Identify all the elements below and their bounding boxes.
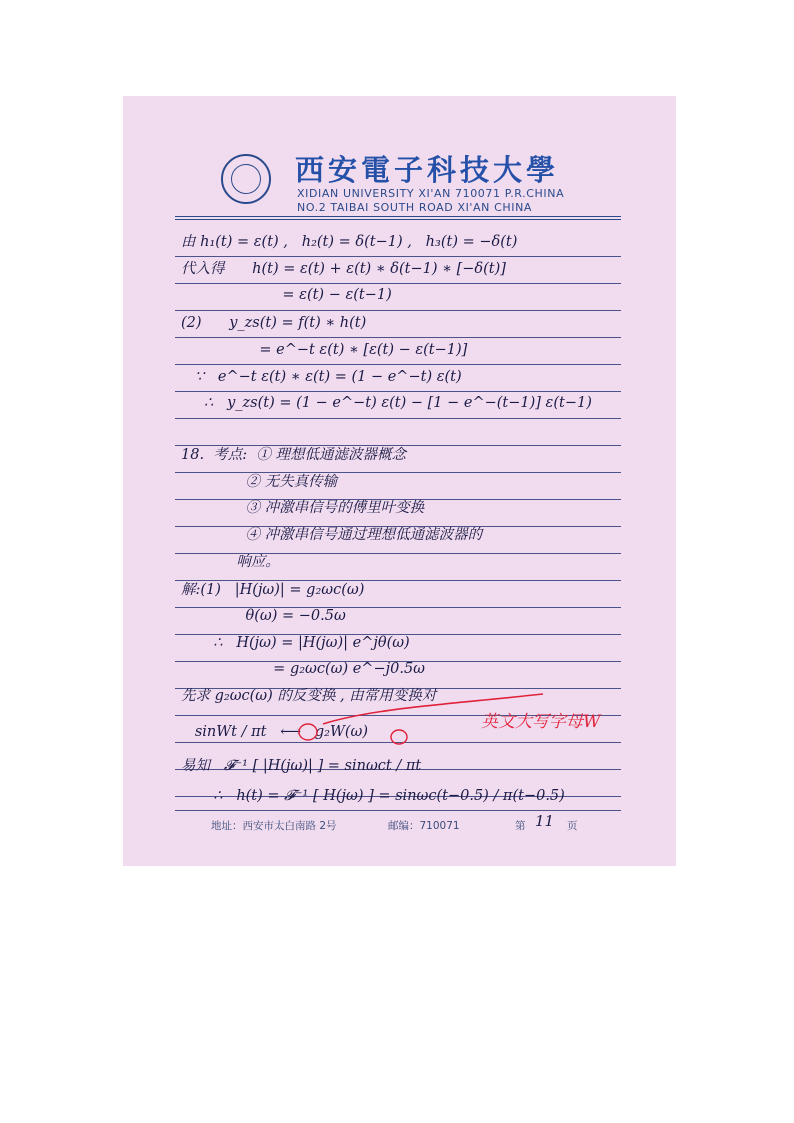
handwritten-line: ④ 冲激串信号通过理想低通滤波器的 bbox=[181, 527, 483, 543]
handwritten-line: sinWt / πt ⟷ g₂W(ω) bbox=[181, 724, 369, 740]
handwritten-line: 18. 考点: ① 理想低通滤波器概念 bbox=[181, 447, 406, 463]
handwritten-line: ③ 冲激串信号的傅里叶变换 bbox=[181, 500, 425, 516]
handwritten-line: (2) y_zs(t) = f(t) ∗ h(t) bbox=[181, 315, 367, 331]
handwritten-line: = ε(t) − ε(t−1) bbox=[181, 287, 392, 303]
address-line-1: XIDIAN UNIVERSITY XI'AN 710071 P.R.CHINA bbox=[297, 187, 565, 200]
handwritten-line: 由 h₁(t) = ε(t) , h₂(t) = δ(t−1) , h₃(t) = −δ(t) bbox=[181, 234, 518, 250]
page-number: 11 bbox=[535, 812, 555, 830]
handwritten-line: = g₂ωc(ω) e^−j0.5ω bbox=[181, 661, 425, 677]
footer-page-suffix: 页 bbox=[567, 820, 578, 832]
footer-page-prefix: 第 bbox=[515, 820, 526, 832]
address-line-2: NO.2 TAIBAI SOUTH ROAD XI'AN CHINA bbox=[297, 201, 533, 214]
handwritten-line: 解:(1) |H(jω)| = g₂ωc(ω) bbox=[181, 582, 365, 598]
handwritten-line: 先求 g₂ωc(ω) 的反变换 , 由常用变换对 bbox=[181, 688, 437, 704]
red-margin-note: 英文大写字母W bbox=[481, 712, 601, 732]
footer-postcode: 邮编：710071 bbox=[388, 820, 460, 832]
handwritten-line: ∴ h(t) = 𝓕⁻¹ [ H(jω) ] = sinωc(t−0.5) / π(t−0.5) bbox=[181, 788, 565, 804]
handwritten-line: ② 无失真传输 bbox=[181, 474, 338, 490]
handwritten-line: θ(ω) = −0.5ω bbox=[181, 608, 346, 624]
handwritten-line: = e^−t ε(t) ∗ [ε(t) − ε(t−1)] bbox=[181, 342, 468, 358]
handwritten-line: 响应。 bbox=[181, 554, 280, 570]
handwritten-line: 易知 𝓕⁻¹ [ |H(jω)| ] = sinωct / πt bbox=[181, 758, 422, 774]
handwritten-line: 代入得 h(t) = ε(t) + ε(t) ∗ δ(t−1) ∗ [−δ(t)] bbox=[181, 261, 506, 277]
handwritten-line: ∴ y_zs(t) = (1 − e^−t) ε(t) − [1 − e^−(t−1)] ε(t−1) bbox=[181, 395, 592, 411]
footer-address: 地址：西安市太白南路 2号 bbox=[211, 820, 337, 832]
handwritten-line: ∵ e^−t ε(t) ∗ ε(t) = (1 − e^−t) ε(t) bbox=[181, 369, 462, 385]
notebook-page bbox=[123, 96, 676, 866]
university-name: 西安電子科技大學 bbox=[295, 153, 560, 187]
handwritten-line: ∴ H(jω) = |H(jω)| e^jθ(ω) bbox=[181, 635, 410, 651]
red-annotation-curve bbox=[123, 96, 676, 866]
